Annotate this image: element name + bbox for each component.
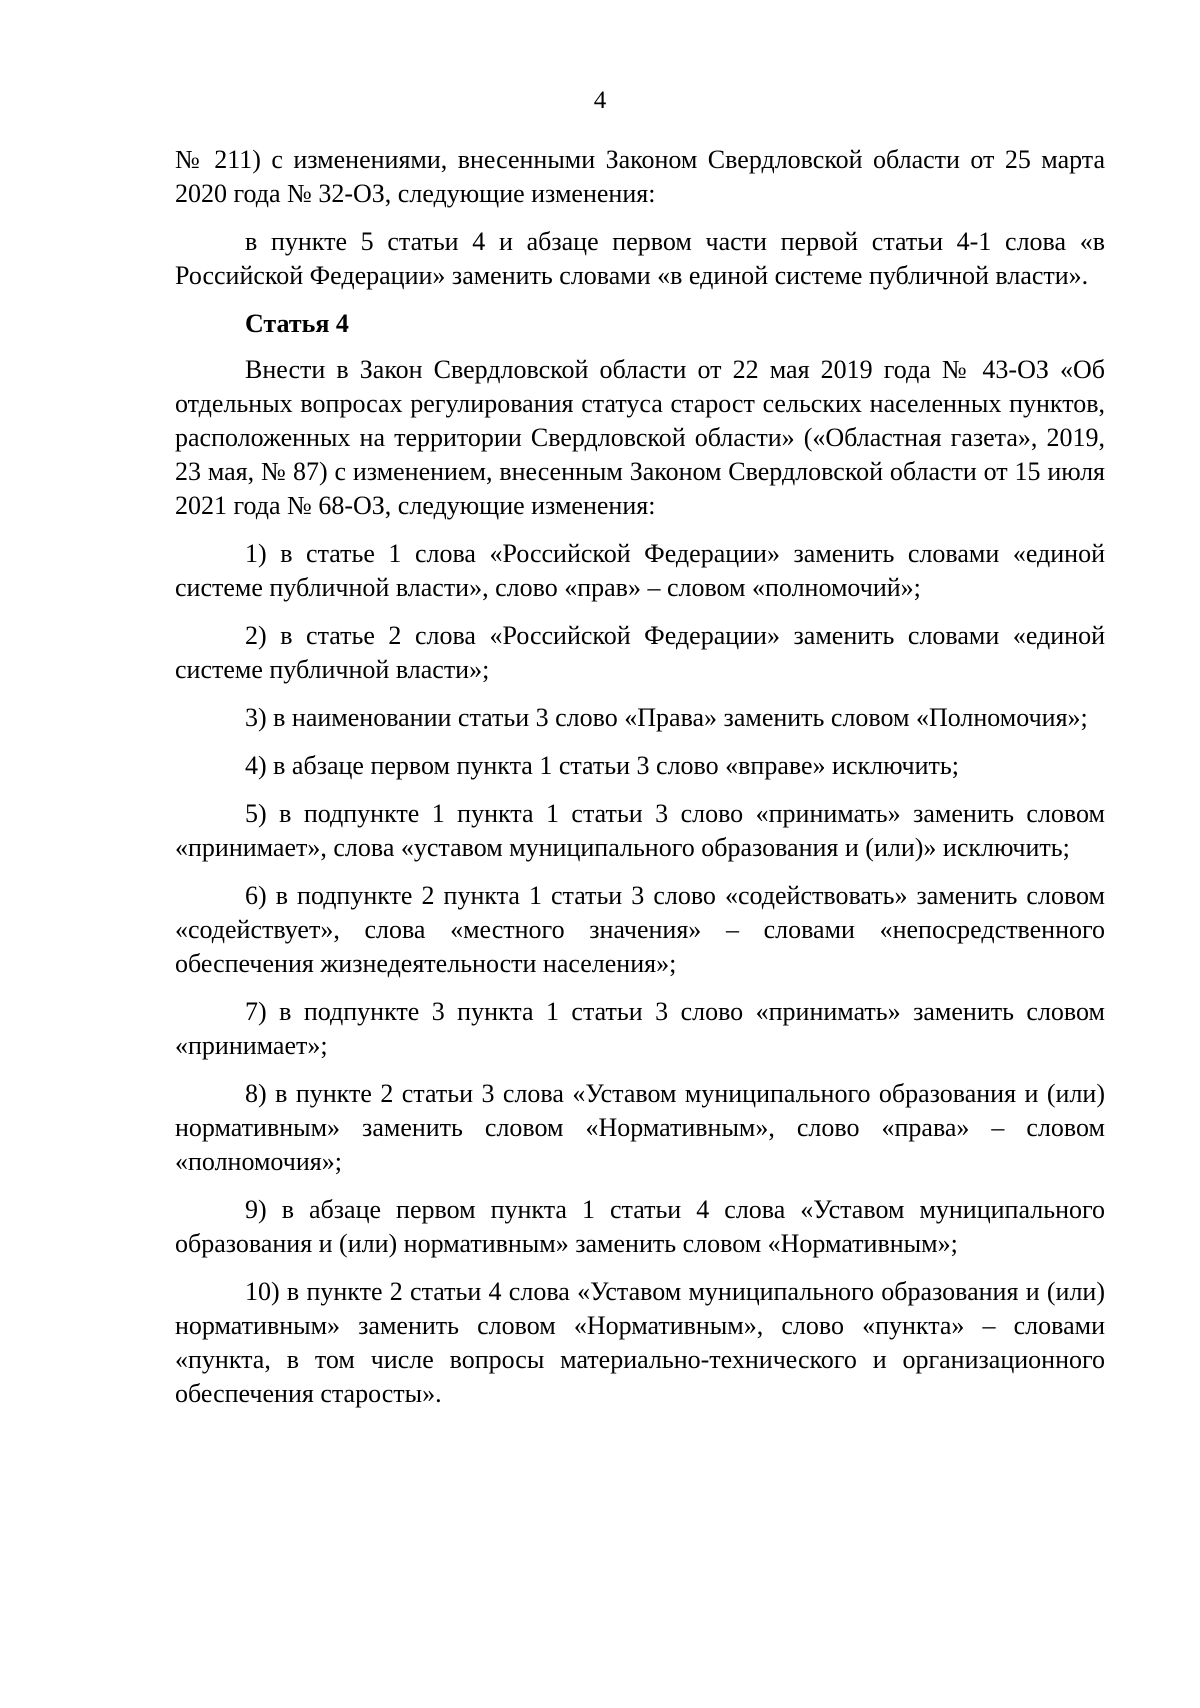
list-item-8: 8) в пункте 2 статьи 3 слова «Уставом муниципального образования и (или) нормативным» заменить словом «Нормативным», слово «права» – словом «полномочия»; [175,1079,1105,1176]
article-heading: Статья 4 [245,309,349,338]
list-item-10: 10) в пункте 2 статьи 4 слова «Уставом муниципального образования и (или) нормативным» заменить словом «Нормативным», слово «пункта» – словами «пункта, в том числе вопросы материально-технического и организационного обеспечения старосты». [175,1277,1105,1408]
list-item-3: 3) в наименовании статьи 3 слово «Права» заменить словом «Полномочия»; [245,703,1088,732]
document-body [175,143,1105,1425]
list-item-7: 7) в подпункте 3 пункта 1 статьи 3 слово «принимать» заменить словом «принимает»; [175,997,1105,1060]
list-item-5: 5) в подпункте 1 пункта 1 статьи 3 слово «принимать» заменить словом «принимает», слова «уставом муниципального образования и (или)» исключить; [175,799,1105,862]
paragraph-continuation: № 211) с изменениями, внесенными Законом Свердловской области от 25 марта 2020 года № 32-ОЗ, следующие изменения: [175,145,1105,208]
list-item-2: 2) в статье 2 слова «Российской Федерации» заменить словами «единой системе публичной власти»; [175,621,1105,684]
article-intro: Внести в Закон Свердловской области от 22 мая 2019 года № 43-ОЗ «Об отдельных вопросах регулирования статуса старост сельских населенных пунктов, расположенных на территории Свердловской области» («Областная газета», 2019, 23 мая, № 87) с изменением, внесенным Законом Свердловской области от 15 июля 2021 года № 68-ОЗ, следующие изменения: [175,355,1105,520]
list-item-4: 4) в абзаце первом пункта 1 статьи 3 слово «вправе» исключить; [245,751,959,780]
list-item-9: 9) в абзаце первом пункта 1 статьи 4 слова «Уставом муниципального образования и (или) нормативным» заменить словом «Нормативным»; [175,1195,1105,1258]
list-item-1: 1) в статье 1 слова «Российской Федерации» заменить словами «единой системе публичной власти», слово «прав» – словом «полномочий»; [175,539,1105,602]
page-number: 4 [593,87,607,114]
list-item-6: 6) в подпункте 2 пункта 1 статьи 3 слово «содействовать» заменить словом «содействует», слова «местного значения» – словами «непосредственного обеспечения жизнедеятельности населения»; [175,881,1105,978]
paragraph-amendment: в пункте 5 статьи 4 и абзаце первом части первой статьи 4-1 слова «в Российской Федерации» заменить словами «в единой системе публичной власти». [175,227,1105,290]
